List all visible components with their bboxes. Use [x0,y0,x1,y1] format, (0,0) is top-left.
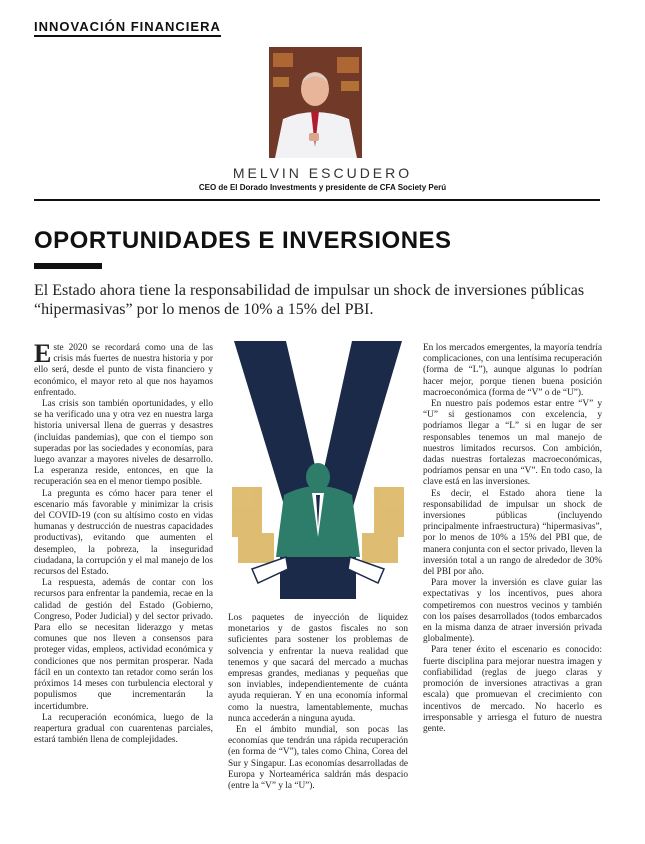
author-role: CEO de El Dorado Investments y presidente de CFA Society Perú [198,183,447,192]
author-photo [269,47,362,158]
paragraph: Es decir, el Estado ahora tiene la responsabilidad de impulsar un shock de inversiones públicas (incluyendo principalmente infraestructura) “hipermasivas”, por lo menos de 10% a 15% del PBI que, de manera conjunta con el sector privado, lleven la inversión total a un rango de alrededor de 30% del PBI por año. [423,488,602,578]
paragraph: Los paquetes de inyección de liquidez monetarios y de gastos fiscales no son suficientes para sostener los problemas de solvencia y enfrentar la nueva realidad que tenemos y que sacará del mercado a muchas empresas grandes, medianas y pequeñas que son inviables, independientemente de cuánta ayuda requieran. Y en una economía informal como la nuestra, lamentablemente, muchas nunca accederán a ninguna ayuda. [228,613,408,724]
header-rule [34,199,600,201]
section-label: INNOVACIÓN FINANCIERA [34,19,221,37]
column-3 [423,343,602,735]
column-2 [228,613,408,792]
article-deck: El Estado ahora tiene la responsabilidad de impulsar un shock de inversiones públicas “hipermasivas” por lo menos de 10% a 15% del PBI. [34,282,585,318]
column-1 [34,339,213,746]
paragraph: En nuestro país podemos estar entre “V” y “U” si gestionamos con excelencia, y podríamos llegar a “L” si en lugar de ser responsables tenemos un mal manejo de nuestros limitados recursos. Con ambición, dadas nuestras fortalezas macroeconómicas, podríamos pensar en una “V”. En todo caso, la clave está en las inversiones. [423,399,602,488]
paragraph: En los mercados emergentes, la mayoría tendría complicaciones, con una lentísima recuperación (forma de “L”), aunque algunas lo podrían hacer mejor, porque tienen buena posición macroeconómica (forma de “V” o de “U”). [423,343,602,398]
paragraph: La respuesta, además de contar con los recursos para enfrentar la pandemia, recae en la calidad de gestión del Estado (Gobierno, Congreso, Poder Judicial) y del sector privado. Para ello se necesitan liderazgo y metas comunes que nos lleven a consensos para proteger vidas, empleos, actividad económica y condiciones que nos permitan prosperar. Nada fácil en un contexto tan retador como serán los próximos 14 meses con turbulencia electoral y populismos que incrementarán la incertidumbre. [34,578,213,712]
paragraph: Las crisis son también oportunidades, y ello se ha verificado una y otra vez en nuestra larga historia universal llena de guerras y desastres (incluidas pandemias), que con el tiempo son superadas por las sociedades y economías, para luego avanzar a mayores niveles de desarrollo. La esperanza reside, entonces, en que la recuperación sea en el menor tiempo posible. [34,399,213,488]
drop-cap: E [34,339,52,368]
paragraph: ste 2020 se recordará como una de las crisis más fuertes de nuestra historia y por ello será, desde el punto de vista financiero y económico, el mayor reto al que nos hayamos enfrentado. [34,343,213,398]
article-title: OPORTUNIDADES E INVERSIONES [34,227,452,254]
paragraph: Para tener éxito el escenario es conocido: fuerte disciplina para mejorar nuestra imagen y confiabilidad (reglas de juego claras y promoción de inversiones atractivas a gran escala) que promuevan el crecimiento con incentivos de mercado. No hacerlo es irresponsable y arriesga el futuro de nuestra gente. [423,645,602,734]
paragraph: La recuperación económica, luego de la reapertura gradual con cuarentenas parciales, estará también llena de complejidades. [34,712,213,746]
title-bar [34,263,102,269]
paragraph: La pregunta es cómo hacer para tener el escenario más favorable y minimizar la crisis del COVID-19 (con su altísimo costo en vidas humanas y destrucción de nuestras capacidades productivas), evitando que aumenten el desempleo, la pobreza, la inseguridad ciudadana, la corrupción y el mal manejo de los recursos del Estado. [34,488,213,578]
v-illustration [228,337,408,599]
paragraph: Para mover la inversión es clave guiar las expectativas y los incentivos, pues ahora competiremos con nuestros vecinos y también con los países desarrollados (todos embarcados en la misma danza de atraer inversión privada globalmente). [423,578,602,645]
paragraph: En el ámbito mundial, son pocas las economías que tendrán una rápida recuperación (en forma de “V”), tales como China, Corea del Sur y Singapur. Las economías desarrolladas de Europa y Norteamérica saldrán más despacio (entre la “V” y la “U”). [228,725,408,792]
author-name: MELVIN ESCUDERO [232,165,413,181]
